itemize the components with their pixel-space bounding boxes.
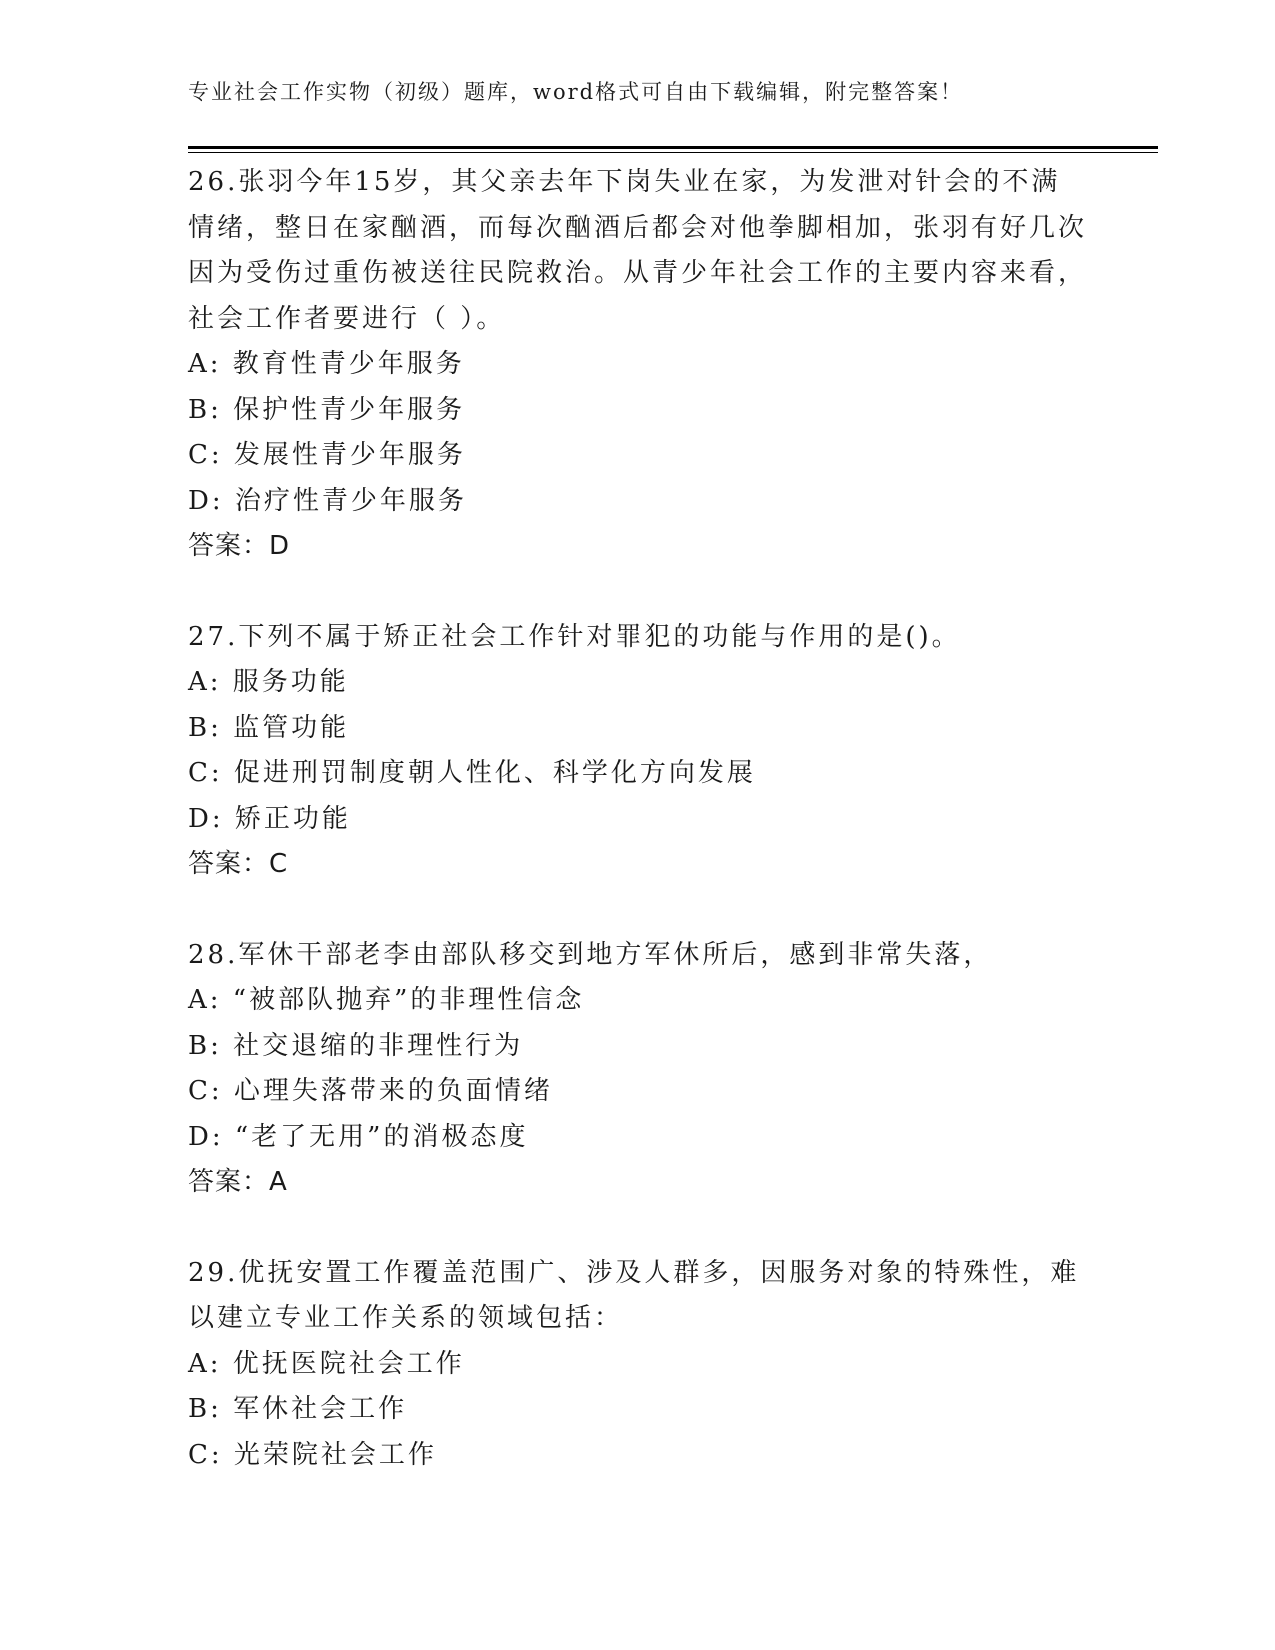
header-rule-thin [188,152,1158,153]
option-b: B: 保护性青少年服务 [188,394,466,425]
option-a: A: “被部队抛弃”的非理性信念 [188,985,585,1015]
question-list [188,160,1088,1523]
option-a: A: 服务功能 [188,667,349,697]
option-b: B: 监管功能 [188,712,350,743]
answer: 答案：A [188,1167,288,1197]
question-stem: 27.下列不属于矫正社会工作针对罪犯的功能与作用的是()。 [188,621,961,652]
question-28 [188,933,1088,1206]
option-a: A: 教育性青少年服务 [188,349,465,379]
option-c: C: 心理失落带来的负面情绪 [188,1076,553,1106]
option-b: B: 军休社会工作 [188,1394,408,1424]
question-29 [188,1251,1088,1479]
header-rule-thick [188,146,1158,149]
option-a: A: 优抚医院社会工作 [188,1348,465,1379]
option-d: D: 矫正功能 [188,803,351,834]
option-d: D: 治疗性青少年服务 [188,485,467,516]
option-b: B: 社交退缩的非理性行为 [188,1030,524,1061]
option-c: C: 发展性青少年服务 [188,440,466,470]
question-26 [188,160,1088,570]
page-header: 专业社会工作实物（初级）题库，word格式可自由下载编辑，附完整答案！ [188,80,964,104]
question-stem: 29.优抚安置工作覆盖范围广、涉及人群多，因服务对象的特殊性，难以建立专业工作关系的领域包括： [188,1257,1080,1333]
question-27 [188,615,1088,888]
answer: 答案：D [188,531,291,561]
option-d: D: “老了无用”的消极态度 [188,1121,529,1152]
question-stem: 28.军休干部老李由部队移交到地方军休所后，感到非常失落， [188,939,993,970]
question-stem: 26.张羽今年15岁，其父亲去年下岗失业在家，为发泄对针会的不满情绪，整日在家酗酒，而每次酗酒后都会对他拳脚相加，张羽有好几次因为受伤过重伤被送往民院救治。从青少年社会工作的主要内容来看，社会工作者要进行（ ）。 [188,167,1088,334]
answer: 答案：C [188,849,289,879]
option-c: C: 促进刑罚制度朝人性化、科学化方向发展 [188,758,756,788]
option-c: C: 光荣院社会工作 [188,1439,437,1470]
